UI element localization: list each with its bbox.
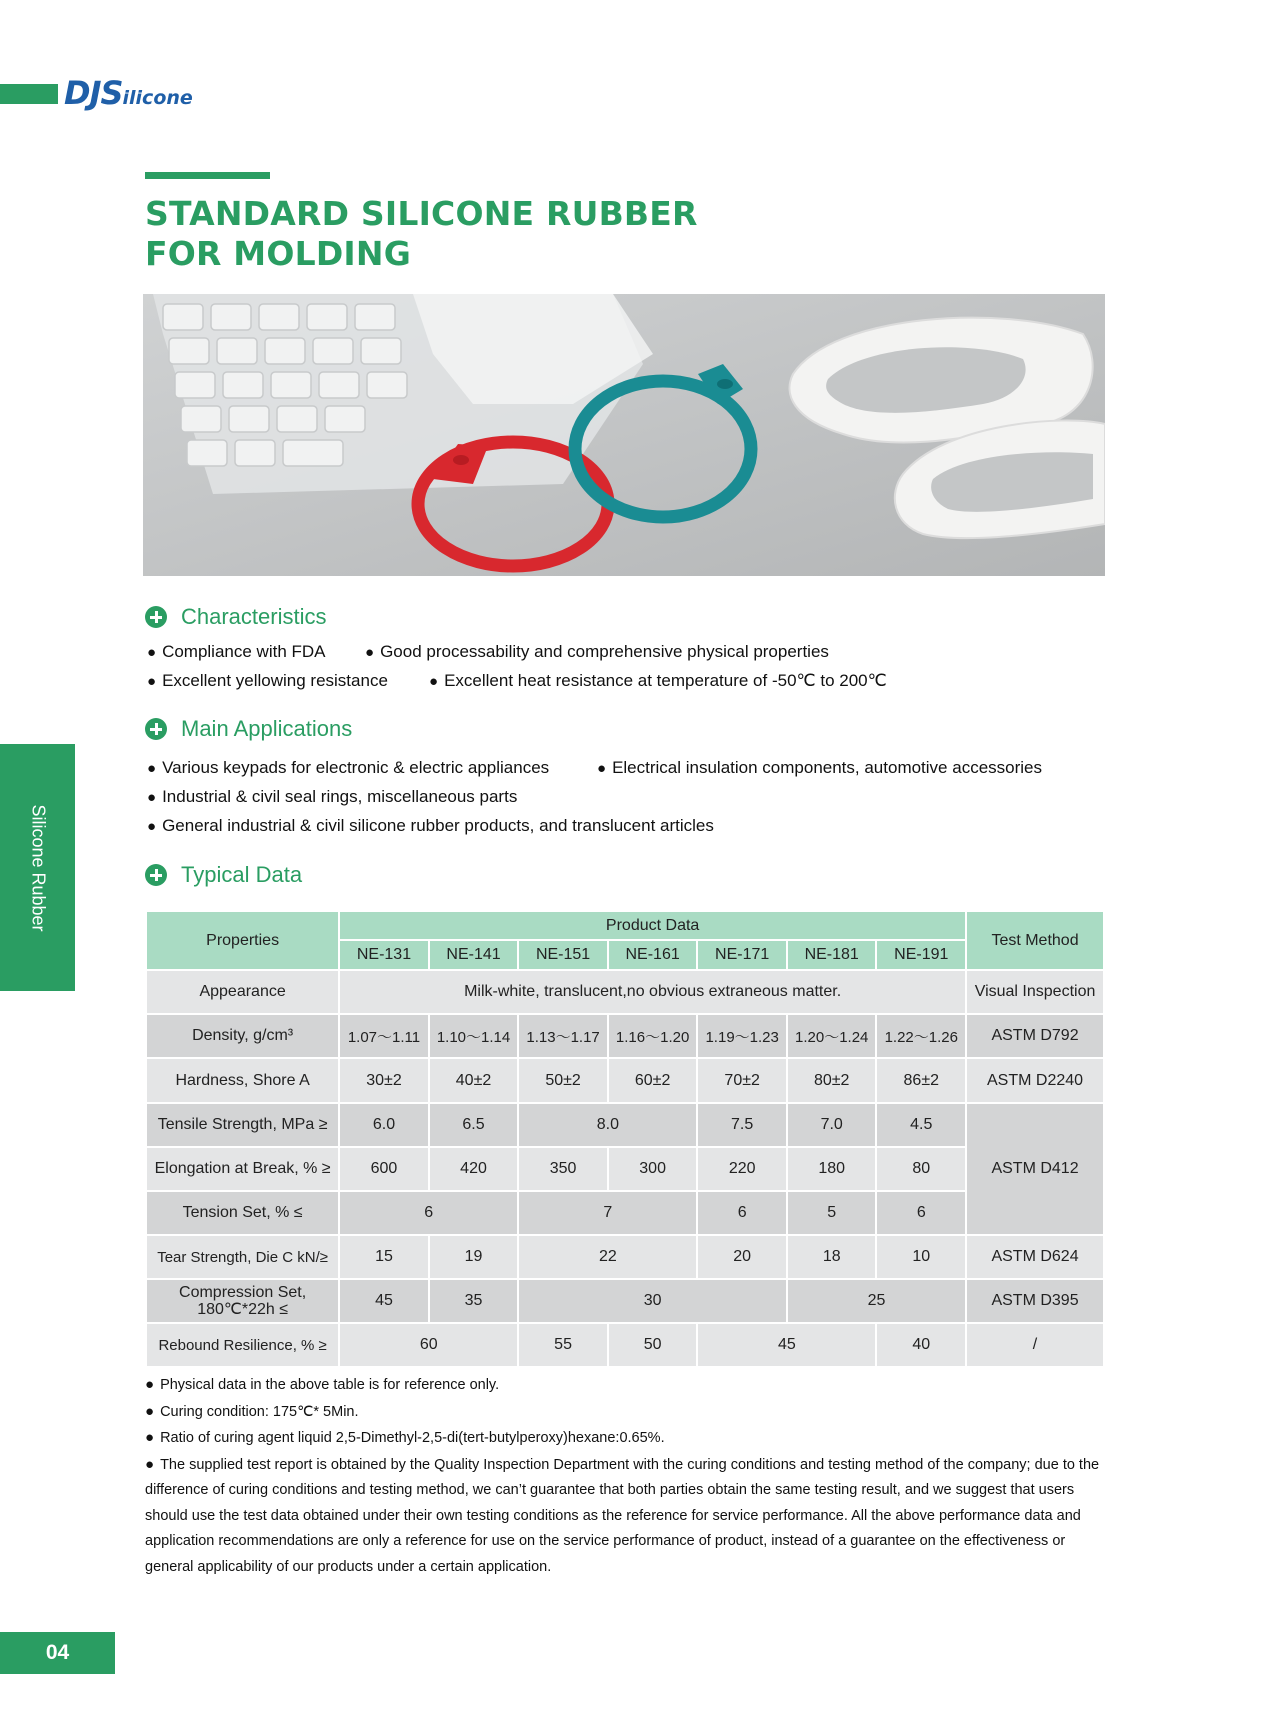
characteristic-item: ● Excellent yellowing resistance (147, 671, 388, 691)
compression-label-line-2: 180℃*22h ≤ (197, 1301, 288, 1318)
application-item: ● Various keypads for electronic & electric appliances (147, 758, 549, 778)
tensile-value: 8.0 (519, 1104, 696, 1146)
hardness-method: ASTM D2240 (967, 1059, 1103, 1102)
density-value: 1.19～1.23 (698, 1015, 786, 1057)
rebound-method: / (967, 1324, 1103, 1366)
characteristic-item: ● Good processability and comprehensive physical properties (365, 642, 829, 662)
tear-value: 18 (788, 1236, 876, 1278)
grade-header: NE-171 (698, 941, 786, 969)
tensile-value: 6.5 (430, 1104, 518, 1146)
application-item: ● Electrical insulation components, automotive accessories (597, 758, 1042, 778)
elongation-value: 80 (877, 1148, 965, 1190)
row-label-tension-set: Tension Set, % ≤ (147, 1192, 338, 1234)
tensile-value: 7.0 (788, 1104, 876, 1146)
tension-set-value: 6 (340, 1192, 517, 1234)
hardness-value: 50±2 (519, 1059, 607, 1102)
characteristic-item: ● Excellent heat resistance at temperature of -50℃ to 200℃ (429, 671, 887, 691)
applications-heading (145, 716, 352, 742)
elongation-value: 300 (609, 1148, 697, 1190)
tension-set-value: 6 (698, 1192, 786, 1234)
hardness-value: 86±2 (877, 1059, 965, 1102)
row-label-rebound-resilience: Rebound Resilience, % ≥ (147, 1324, 338, 1366)
note-item: ● Ratio of curing agent liquid 2,5-Dimethyl-2,5-di(tert-butylperoxy)hexane:0.65%. (145, 1425, 1105, 1452)
elongation-value: 600 (340, 1148, 428, 1190)
elongation-value: 180 (788, 1148, 876, 1190)
product-photo (143, 294, 1105, 576)
row-label-elongation: Elongation at Break, % ≥ (147, 1148, 338, 1190)
logo-accent-bar (0, 84, 58, 104)
tensile-value: 4.5 (877, 1104, 965, 1146)
tear-value: 20 (698, 1236, 786, 1278)
tear-method: ASTM D624 (967, 1236, 1103, 1278)
hardness-value: 60±2 (609, 1059, 697, 1102)
elongation-method: ASTM D412 (967, 1104, 1103, 1234)
row-label-density: Density, g/cm³ (147, 1015, 338, 1057)
plus-circle-icon (145, 864, 167, 886)
page-number: 04 (0, 1632, 115, 1674)
side-section-tab (0, 744, 75, 991)
side-tab-label: Silicone Rubber (28, 803, 48, 932)
characteristics-heading (145, 604, 326, 630)
rebound-value: 60 (340, 1324, 517, 1366)
tear-value: 19 (430, 1236, 518, 1278)
title-line-1: STANDARD SILICONE RUBBER (145, 194, 698, 233)
typical-data-heading (145, 862, 302, 888)
grade-header: NE-131 (340, 941, 428, 969)
page-title (145, 194, 698, 274)
row-label-appearance: Appearance (147, 971, 338, 1013)
typical-data-title: Typical Data (181, 862, 303, 887)
note-item: ● The supplied test report is obtained by the Quality Inspection Department with the curing conditions and testing method of the company; due to the difference of curing conditions and testing method, we can’t guarantee that both parties obtain the same testing result, and we suggest that users should use the test data obtained under their own testing conditions as the reference for service performance. All the above performance data and application recommendations are only a reference for use on the service performance of product, instead of a guarantee on the effectiveness or general applicability of our products under a certain application. (145, 1452, 1105, 1581)
appearance-method: Visual Inspection (967, 971, 1103, 1013)
hardness-value: 30±2 (340, 1059, 428, 1102)
logo-small-text: ilicone (122, 87, 193, 109)
grade-header: NE-151 (519, 941, 607, 969)
application-item: ● General industrial & civil silicone rubber products, and translucent articles (147, 816, 714, 836)
density-method: ASTM D792 (967, 1015, 1103, 1057)
density-value: 1.16～1.20 (609, 1015, 697, 1057)
application-item: ● Industrial & civil seal rings, miscellaneous parts (147, 787, 517, 807)
row-label-compression-set (147, 1280, 338, 1322)
elongation-value: 350 (519, 1148, 607, 1190)
compression-label-line-1: Compression Set, (179, 1284, 307, 1301)
plus-circle-icon (145, 718, 167, 740)
hardness-value: 80±2 (788, 1059, 876, 1102)
grade-header: NE-191 (877, 941, 965, 969)
notes-section (145, 1372, 1105, 1580)
row-label-tear-strength: Tear Strength, Die C kN/≥ (147, 1236, 338, 1278)
applications-title: Main Applications (181, 716, 353, 741)
note-item: ● Curing condition: 175℃* 5Min. (145, 1399, 1105, 1426)
grade-header: NE-161 (609, 941, 697, 969)
header-test-method: Test Method (967, 912, 1103, 969)
product-photo-illustration (143, 294, 1105, 576)
density-value: 1.22～1.26 (877, 1015, 965, 1057)
rebound-value: 40 (877, 1324, 965, 1366)
rebound-value: 45 (698, 1324, 875, 1366)
title-line-2: FOR MOLDING (145, 234, 411, 273)
appearance-value: Milk-white, translucent,no obvious extraneous matter. (340, 971, 965, 1013)
brand-logo (64, 74, 193, 112)
compression-value: 25 (788, 1280, 965, 1322)
compression-value: 45 (340, 1280, 428, 1322)
title-accent-bar (145, 172, 270, 179)
tensile-value: 6.0 (340, 1104, 428, 1146)
tear-value: 22 (519, 1236, 696, 1278)
elongation-value: 220 (698, 1148, 786, 1190)
density-value: 1.20～1.24 (788, 1015, 876, 1057)
note-item: ● Physical data in the above table is for reference only. (145, 1372, 1105, 1399)
density-value: 1.13～1.17 (519, 1015, 607, 1057)
compression-value: 30 (519, 1280, 786, 1322)
header-properties: Properties (147, 912, 338, 969)
header-product-data: Product Data (340, 912, 965, 939)
characteristics-title: Characteristics (181, 604, 327, 629)
tear-value: 15 (340, 1236, 428, 1278)
rebound-value: 50 (609, 1324, 697, 1366)
rebound-value: 55 (519, 1324, 607, 1366)
compression-value: 35 (430, 1280, 518, 1322)
elongation-value: 420 (430, 1148, 518, 1190)
logo-main-text: DJS (64, 74, 123, 112)
grade-header: NE-181 (788, 941, 876, 969)
tension-set-value: 5 (788, 1192, 876, 1234)
characteristic-item: ● Compliance with FDA (147, 642, 326, 662)
row-label-hardness: Hardness, Shore A (147, 1059, 338, 1102)
tension-set-value: 6 (877, 1192, 965, 1234)
grade-header: NE-141 (430, 941, 518, 969)
row-label-tensile-strength: Tensile Strength, MPa ≥ (147, 1104, 338, 1146)
plus-circle-icon (145, 606, 167, 628)
density-value: 1.07～1.11 (340, 1015, 428, 1057)
hardness-value: 70±2 (698, 1059, 786, 1102)
tension-set-value: 7 (519, 1192, 696, 1234)
tear-value: 10 (877, 1236, 965, 1278)
typical-data-table (145, 910, 1105, 1368)
density-value: 1.10～1.14 (430, 1015, 518, 1057)
hardness-value: 40±2 (430, 1059, 518, 1102)
compression-method: ASTM D395 (967, 1280, 1103, 1322)
tensile-value: 7.5 (698, 1104, 786, 1146)
